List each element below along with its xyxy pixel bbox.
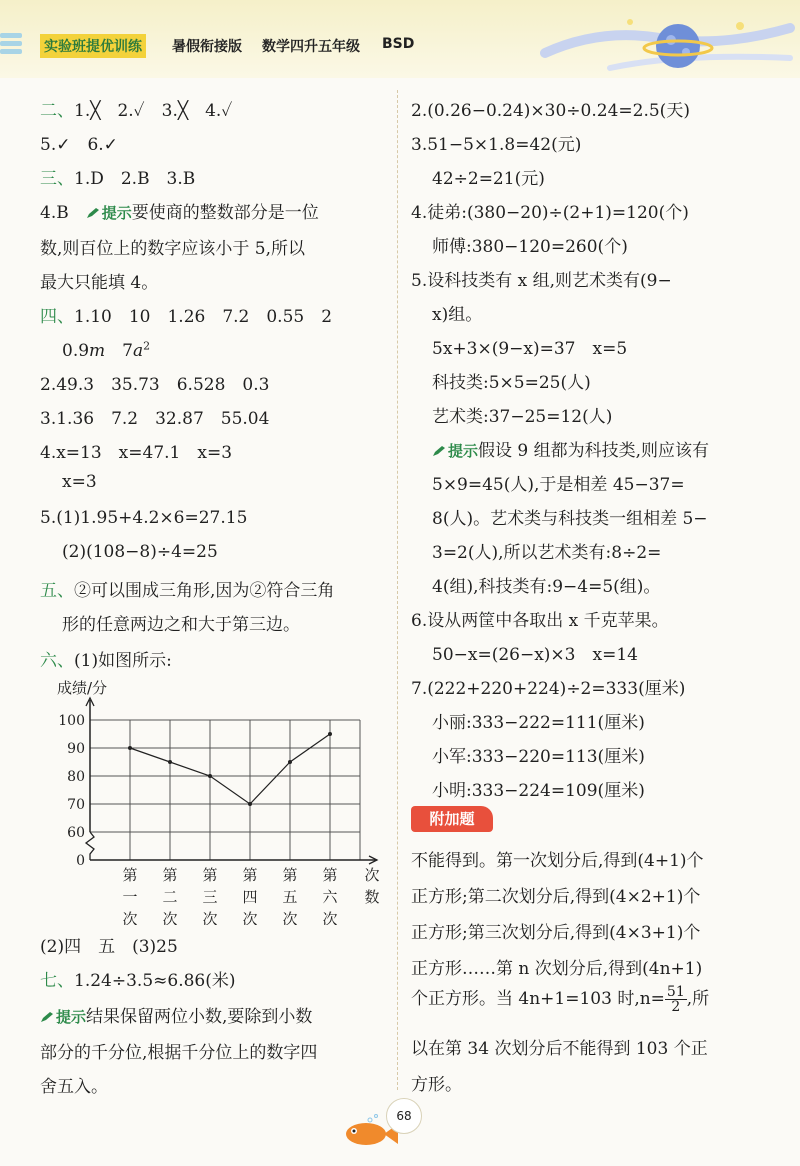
x-tick-label: 次 [322, 910, 338, 925]
answer-line [40, 966, 236, 991]
answer-text: 1.D 2.B 3.B [74, 169, 196, 189]
answer-line: 科技类:5×5=25(人) [432, 373, 591, 393]
answer-line [40, 576, 334, 601]
answer-line: 正方形;第三次划分后,得到(4×3+1)个 [411, 923, 701, 943]
pencil-icon [432, 445, 446, 457]
answer-line [40, 1002, 312, 1027]
answer-line: 小丽:333−222=111(厘米) [432, 713, 645, 733]
x-axis-label: 数 [364, 888, 380, 906]
header-stripes [0, 30, 22, 60]
answer-line: 舍五入。 [40, 1077, 108, 1097]
variable: a [133, 341, 144, 361]
answer-line: 5×9=45(人),于是相差 45−37= [432, 475, 685, 495]
answer-line: 小明:333−224=109(厘米) [432, 781, 645, 801]
answer-line: 5.设科技类有 x 组,则艺术类有(9− [411, 271, 672, 291]
answer-line: 4.徒弟:(380−20)÷(2+1)=120(个) [411, 203, 689, 223]
answer-line: 以在第 34 次划分后不能得到 103 个正 [411, 1039, 708, 1059]
axis-break [86, 832, 94, 860]
data-point [128, 746, 132, 750]
answer-line: 5.(1)1.95+4.2×6=27.15 [40, 508, 248, 528]
y-tick-label: 60 [67, 825, 85, 841]
answer-line: 数,则百位上的数字应该小于 5,所以 [40, 239, 306, 259]
answer-text: 1.24÷3.5≈6.86(米) [74, 971, 236, 991]
answer-line [40, 302, 332, 327]
x-tick-label: 次 [282, 910, 298, 925]
data-point [208, 774, 212, 778]
page-header [0, 0, 800, 78]
x-axis-label: 次 [364, 866, 380, 884]
answer-line [40, 198, 319, 223]
y-tick-label: 100 [58, 713, 85, 729]
y-axis-label: 成绩/分 [57, 679, 108, 697]
x-tick-label: 一 [122, 888, 138, 906]
brand-title: 实验班提优训练 [40, 34, 146, 58]
answer-line [432, 436, 709, 461]
x-tick-label: 第 [202, 866, 218, 884]
x-tick-label: 六 [322, 888, 338, 906]
pencil-icon [40, 1011, 54, 1023]
x-tick-label: 次 [202, 910, 218, 925]
answer-line [40, 164, 195, 189]
answer-line: 6.设从两筐中各取出 x 千克苹果。 [411, 611, 669, 631]
answer-text: 个正方形。当 4n+1=103 时,n= [411, 989, 665, 1009]
answer-line: 3.51−5×1.8=42(元) [411, 135, 582, 155]
x-tick-label: 二 [162, 888, 178, 906]
tip-text: 提示 [448, 442, 479, 460]
tip-body: 结果保留两位小数,要除到小数 [86, 1007, 313, 1027]
tip-body: 假设 9 组都为科技类,则应该有 [478, 441, 710, 461]
answer-line: 小军:333−220=113(厘米) [432, 747, 645, 767]
answer-line: 5x+3×(9−x)=37 x=5 [432, 339, 628, 359]
x-tick-label: 第 [122, 866, 138, 884]
fraction-numerator: 51 [666, 984, 685, 1000]
variable: m [89, 341, 106, 361]
line-chart [52, 675, 387, 925]
series-line [130, 734, 330, 804]
x-tick-label: 次 [122, 910, 138, 925]
column-divider [397, 90, 398, 1090]
answer-line: 部分的千分位,根据千分位上的数字四 [40, 1043, 318, 1063]
planet-illustration [540, 8, 800, 76]
x-tick-label: 四 [242, 888, 258, 906]
data-point [288, 760, 292, 764]
x-tick-label: 第 [322, 866, 338, 884]
tip-label [86, 204, 132, 222]
section-mark: 二、 [40, 101, 74, 121]
data-point [168, 760, 172, 764]
section-mark: 七、 [40, 971, 74, 991]
page-number: 68 [386, 1098, 422, 1134]
x-tick-label: 次 [162, 910, 178, 925]
y-tick-label: 70 [67, 797, 85, 813]
tip-text: 提示 [101, 204, 132, 222]
answer-line: 艺术类:37−25=12(人) [432, 407, 613, 427]
answer-line: 5.✓ 6.✓ [40, 135, 118, 155]
answer-line [40, 96, 232, 121]
answer-line: (2)(108−8)÷4=25 [62, 542, 218, 562]
answer-line: 3=2(人),所以艺术类有:8÷2= [432, 543, 662, 563]
y-tick-label: 90 [67, 741, 85, 757]
subject-title: 数学四升五年级 [262, 39, 360, 55]
x-tick-label: 次 [242, 910, 258, 925]
tip-label [432, 442, 478, 460]
answer-line [62, 336, 150, 361]
answer-line: 最大只能填 4。 [40, 273, 159, 293]
answer-line: 正方形;第二次划分后,得到(4×2+1)个 [411, 887, 701, 907]
answer-text: ②可以围成三角形,因为②符合三角 [74, 581, 335, 601]
y-tick-label: 80 [67, 769, 85, 785]
answer-line: (2)四 五 (3)25 [40, 937, 178, 957]
section-mark: 三、 [40, 169, 74, 189]
answer-line: 2.(0.26−0.24)×30÷0.24=2.5(天) [411, 101, 690, 121]
section-mark: 四、 [40, 307, 74, 327]
tip-body: 要使商的整数部分是一位 [131, 203, 319, 223]
series-title: 暑假衔接版 [172, 39, 242, 55]
answer-line: 4(组),科技类有:9−4=5(组)。 [432, 577, 661, 597]
answer-line: 方形。 [411, 1075, 462, 1095]
data-point [328, 732, 332, 736]
data-point [248, 802, 252, 806]
answer-line: 7.(222+220+224)÷2=333(厘米) [411, 679, 686, 699]
answer-line: 正方形……第 n 次划分后,得到(4n+1) [411, 959, 703, 979]
answer-text: ,所 [686, 989, 710, 1009]
answer-line: 42÷2=21(元) [432, 169, 545, 189]
exponent: 2 [143, 339, 151, 353]
answer-text: 0.9 [62, 341, 90, 361]
x-tick-label: 三 [202, 888, 218, 906]
y-tick-label: 0 [76, 853, 85, 869]
answer-text: 1.╳ 2.✓ 3.╳ 4.✓ [74, 101, 233, 121]
x-tick-label: 第 [282, 866, 298, 884]
fraction [665, 985, 687, 1014]
answer-line: 50−x=(26−x)×3 x=14 [432, 645, 638, 665]
answer-line: 师傅:380−120=260(个) [432, 237, 628, 257]
answer-line: 4.x=13 x=47.1 x=3 [40, 443, 233, 463]
answer-line [40, 646, 172, 671]
answer-line: 不能得到。第一次划分后,得到(4+1)个 [411, 851, 704, 871]
answer-line: 形的任意两边之和大于第三边。 [62, 615, 300, 635]
answer-text: 1.10 10 1.26 7.2 0.55 2 [74, 307, 333, 327]
answer-text: 7 [105, 341, 133, 361]
edition-label: BSD [382, 36, 415, 52]
x-tick-label: 五 [282, 888, 298, 906]
answer-text: 4.B [40, 203, 86, 223]
bonus-section-badge: 附加题 [411, 806, 493, 832]
answer-line: x=3 [62, 472, 97, 492]
section-mark: 五、 [40, 581, 74, 601]
tip-label [40, 1008, 86, 1026]
answer-line: x)组。 [432, 305, 483, 325]
answer-text: (1)如图所示: [74, 651, 172, 671]
answer-line [411, 984, 709, 1014]
tip-text: 提示 [56, 1008, 87, 1026]
answer-line: 8(人)。艺术类与科技类一组相差 5− [432, 509, 708, 529]
fraction-denominator: 2 [671, 999, 681, 1015]
x-tick-label: 第 [162, 866, 178, 884]
x-tick-label: 第 [242, 866, 258, 884]
pencil-icon [86, 207, 100, 219]
section-mark: 六、 [40, 651, 74, 671]
answer-line: 2.49.3 35.73 6.528 0.3 [40, 375, 270, 395]
answer-line: 3.1.36 7.2 32.87 55.04 [40, 409, 270, 429]
